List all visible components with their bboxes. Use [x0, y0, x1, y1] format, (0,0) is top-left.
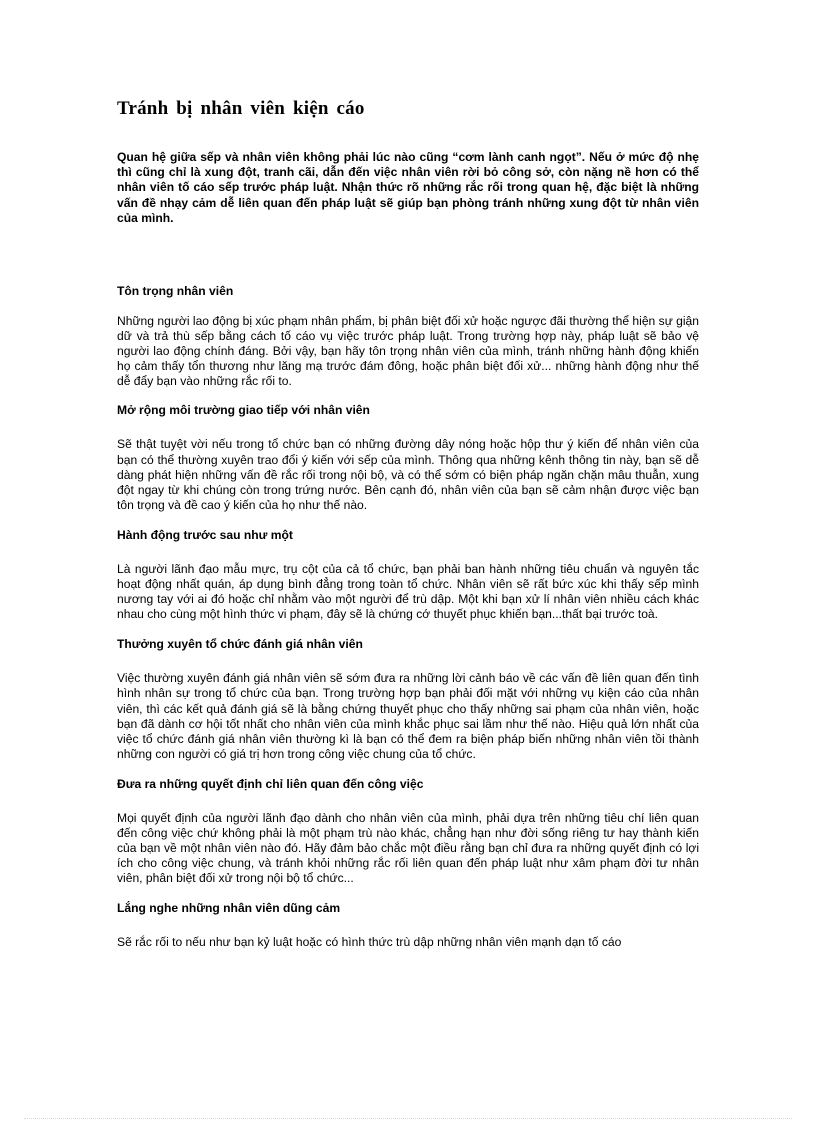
section-lang-nghe-nhan-vien	[117, 901, 699, 950]
section-body: Việc thường xuyên đánh giá nhân viên sẽ sớm đưa ra những lời cảnh báo về các vấn đề liên quan đến tình hình nhân sự trong tổ chức của bạn. Trong trường hợp bạn phải đối mặt với những vụ kiện cáo của nhân viên, thì các kết quả đánh giá sẽ là bằng chứng thuyết phục cho thấy những sai phạm của nhân viên, hoặc bạn đã dành cơ hội tốt nhất cho nhân viên của mình khắc phục sai lầm như thế nào. Hiệu quả lớn nhất của việc tổ chức đánh giá nhân viên thường kì là bạn có thể đem ra biện pháp biến những nhân viên tồi thành những con người có giá trị hơn trong công việc chung của tổ chức.	[117, 671, 699, 761]
section-body: Sẽ thật tuyệt vời nếu trong tổ chức bạn có những đường dây nóng hoặc hộp thư ý kiến để nhân viên của bạn có thể thường xuyên trao đổi ý kiến với sếp của mình. Thông qua những kênh thông tin này, bạn sẽ dễ dàng phát hiện những vấn đề rắc rối trong nội bộ, và có thể sớm có biện pháp ngăn chặn mâu thuẫn, xung đột ngay từ khi chúng còn trong trứng nước. Bên cạnh đó, nhân viên của bạn sẽ cảm nhận được việc bạn tôn trọng và đề cao ý kiến của họ như thế nào.	[117, 437, 699, 512]
section-quyet-dinh-cong-viec	[117, 777, 699, 886]
section-body: Sẽ rắc rối to nếu như bạn kỷ luật hoặc có hình thức trù dập những nhân viên mạnh dạn tố cáo	[117, 935, 622, 950]
section-heading: Thưởng xuyên tổ chức đánh giá nhân viên	[117, 637, 363, 652]
section-heading: Đưa ra những quyết định chỉ liên quan đến công việc	[117, 776, 424, 791]
section-body: Mọi quyết định của người lãnh đạo dành cho nhân viên của mình, phải dựa trên những tiêu chí liên quan đến công việc chứ không phải là một phạm trù nào khác, chẳng hạn như đời sống riêng tư hay thành kiến của bạn về một nhân viên nào đó. Hãy đảm bảo chắc một điều rằng bạn chỉ đưa ra những quyết định có lợi ích cho công việc chung, và tránh khỏi những rắc rối liên quan đến pháp luật như xâm phạm đời tư nhân viên, phân biệt đối xử trong nội bộ tổ chức...	[117, 810, 699, 886]
section-heading: Hành động trước sau như một	[117, 527, 293, 542]
page-bottom-divider	[24, 1118, 792, 1119]
section-body: Những người lao động bị xúc phạm nhân phẩm, bị phân biệt đối xử hoặc ngược đãi thường thể hiện sự giận dữ và trả thù sếp bằng cách tố cáo vụ việc trước pháp luật. Trong trường hợp này, pháp luật sẽ bảo vệ người lao động chính đáng. Bởi vậy, bạn hãy tôn trọng nhân viên của mình, tránh những hành động khiến họ cảm thấy tổn thương như lăng mạ trước đám đông, hoặc phân biệt đối xử... những hành động như thế dễ đẩy bạn vào những rắc rối to.	[117, 314, 700, 389]
intro-paragraph: Quan hệ giữa sếp và nhân viên không phải lúc nào cũng “cơm lành canh ngọt”. Nếu ở mức độ nhẹ thì cũng chỉ là xung đột, tranh cãi, dẫn đến việc nhân viên rời bỏ công sở, còn nặng nề hơn có thể nhân viên tố cáo sếp trước pháp luật. Nhận thức rõ những rắc rối trong quan hệ, đặc biệt là những vấn đề nhạy cảm dễ liên quan đến pháp luật sẽ giúp bạn phòng tránh những xung đột từ nhân viên của mình.	[117, 150, 699, 225]
document-page	[117, 98, 699, 965]
section-heading: Mở rộng môi trường giao tiếp với nhân viên	[117, 403, 370, 418]
spacer	[117, 226, 699, 284]
section-ton-trong-nhan-vien	[117, 284, 699, 389]
section-body: Là người lãnh đạo mẫu mực, trụ cột của cả tổ chức, bạn phải ban hành những tiêu chuẩn và nguyên tắc hoạt động nhất quán, áp dụng bình đẳng trong toàn tổ chức. Nhân viên sẽ rất bức xúc khi thấy sếp mình nương tay với ai đó hoặc chỉ nhằm vào một người để trù dập. Một khi bạn xử lí nhân viên nhiều cách khác nhau cho cùng một hình thức vi phạm, đây sẽ là chứng cớ thuyết phục khiến bạn...thất bại trước toà.	[117, 561, 699, 622]
section-danh-gia-nhan-vien	[117, 637, 699, 762]
document-title: Tránh bị nhân viên kiện cáo	[117, 98, 365, 119]
section-mo-rong-moi-truong	[117, 403, 699, 512]
sections	[117, 284, 699, 950]
section-heading: Tôn trọng nhân viên	[117, 284, 234, 299]
section-heading: Lắng nghe những nhân viên dũng cảm	[117, 901, 341, 916]
section-hanh-dong-truoc-sau	[117, 528, 699, 622]
